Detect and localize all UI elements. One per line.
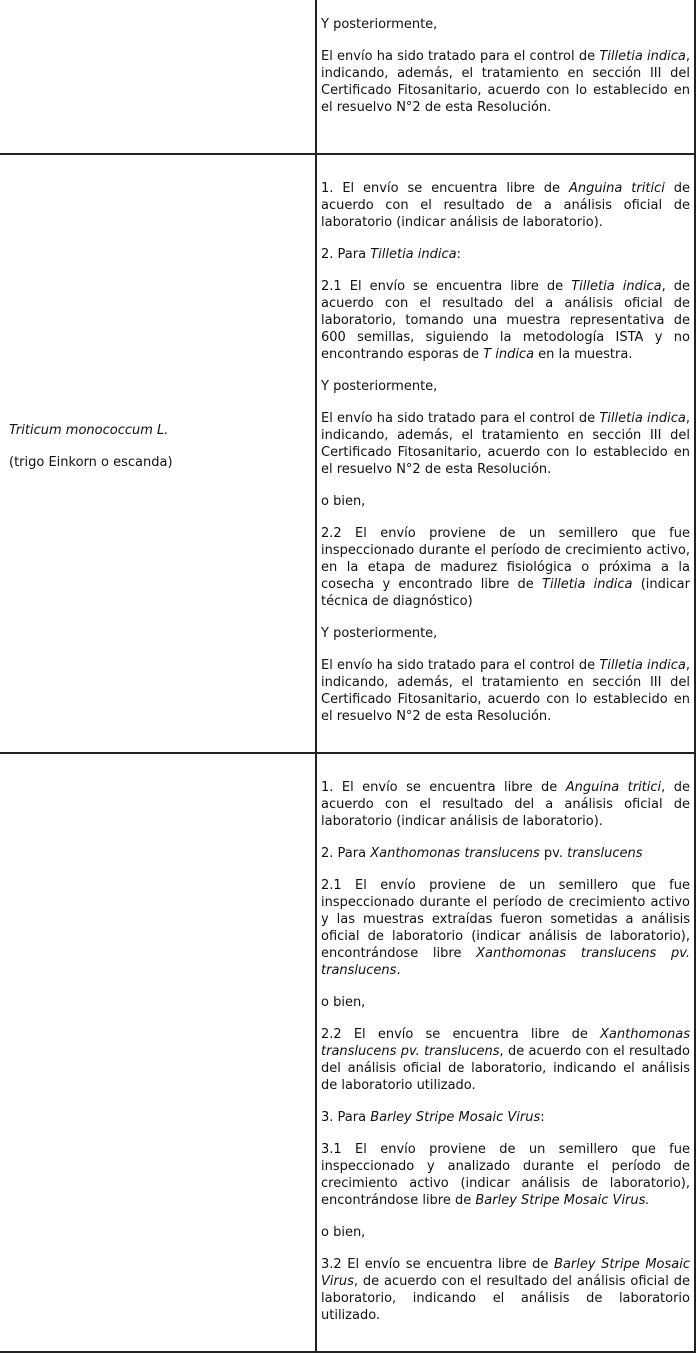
scientific-name: T indica — [483, 347, 535, 362]
table-row — [0, 154, 695, 753]
requirements-text — [321, 0, 690, 153]
text-segment: El envío ha sido tratado para el control de — [321, 49, 600, 64]
scientific-name: Xanthomonas translucens — [370, 846, 540, 861]
requirement-paragraph — [321, 48, 690, 116]
requirement-paragraph — [321, 1026, 690, 1094]
requirement-paragraph — [321, 16, 690, 33]
scientific-name: Xanthomonas translucens pv. translucens — [321, 946, 690, 978]
requirement-paragraph — [321, 1109, 690, 1126]
text-segment: (trigo Einkorn o escanda) — [9, 454, 173, 470]
text-segment: , de acuerdo con el resultado del análisis oficial de laboratorio, indicando el análisis de laboratorio utilizado. — [321, 1044, 690, 1093]
scientific-name: Barley Stripe Mosaic Virus — [321, 1257, 690, 1289]
requirements-cell — [316, 0, 695, 154]
text-segment: El envío ha sido tratado para el control de — [321, 658, 600, 673]
text-segment: Y posteriormente, — [321, 17, 438, 32]
requirement-paragraph — [321, 278, 690, 363]
requirement-paragraph — [321, 1224, 690, 1241]
table-row — [0, 753, 695, 1352]
text-segment: , de acuerdo con el resultado del a análisis oficial de laboratorio (indicar análisis de laboratorio). — [321, 780, 690, 829]
requirement-paragraph — [321, 625, 690, 642]
species-cell — [0, 753, 316, 1352]
requirement-paragraph — [321, 1141, 690, 1209]
text-segment: 2.1 El envío se encuentra libre de — [321, 279, 572, 294]
scientific-name: Tilletia indica — [599, 658, 686, 673]
text-segment: o bien, — [321, 1225, 366, 1240]
scientific-name: Anguina tritici — [568, 181, 665, 196]
requirements-cell — [316, 753, 695, 1352]
text-segment: 3.1 El envío proviene de un semillero que fue inspeccionado y analizado durante el período de crecimiento activo (indicar análisis de laboratorio), encontrándose libre de — [321, 1142, 690, 1208]
requirement-paragraph — [321, 994, 690, 1011]
text-segment: 1. El envío se encuentra libre de — [321, 181, 569, 196]
requirements-text — [321, 155, 690, 752]
species-line — [9, 454, 315, 471]
text-segment: 2.1 El envío proviene de un semillero que fue inspeccionado durante el período de crecimiento activo y las muestras extraídas fueron sometidas a análisis oficial de laboratorio (indicar análisis de laboratorio), encontrándose libre — [321, 878, 690, 961]
text-segment: El envío ha sido tratado para el control de — [321, 411, 600, 426]
species-text — [9, 422, 315, 471]
text-segment: o bien, — [321, 995, 366, 1010]
species-cell — [0, 154, 316, 753]
scientific-name: Tilletia indica — [599, 411, 686, 426]
text-segment: (indicar técnica de diagnóstico) — [321, 577, 690, 609]
requirement-paragraph — [321, 657, 690, 725]
requirement-paragraph — [321, 246, 690, 263]
scientific-name: Xanthomonas translucens pv. translucens — [321, 1027, 690, 1059]
text-segment: 3.2 El envío se encuentra libre de — [321, 1257, 555, 1272]
text-segment: , indicando, además, el tratamiento en sección III del Certificado Fitosanitario, acuerdo con lo establecido en el resuelvo N°2 de esta Resolución. — [321, 49, 690, 115]
text-segment: 2. Para — [321, 247, 371, 262]
text-segment: , de acuerdo con el resultado del a análisis oficial de laboratorio, tomando una muestra representativa de 600 semillas, siguiendo la metodología ISTA y no encontrando esporas de — [321, 279, 691, 362]
text-segment: , indicando, además, el tratamiento en sección III del Certificado Fitosanitario, acuerdo con lo establecido en el resuelvo N°2 de esta Resolución. — [321, 411, 690, 477]
scientific-name: Tilletia indica — [571, 279, 662, 294]
scientific-name: Tilletia indica — [599, 49, 686, 64]
text-segment: : — [456, 247, 462, 262]
text-segment: 2.2 El envío se encuentra libre de — [321, 1027, 600, 1042]
scientific-name: Barley Stripe Mosaic Virus — [370, 1110, 541, 1125]
scientific-name: Tilletia indica — [370, 247, 457, 262]
species-line — [9, 422, 315, 439]
text-segment: 3. Para — [321, 1110, 371, 1125]
text-segment: Y posteriormente, — [321, 626, 438, 641]
text-segment: , indicando, además, el tratamiento en sección III del Certificado Fitosanitario, acuerdo con lo establecido en el resuelvo N°2 de esta Resolución. — [321, 658, 690, 724]
requirement-paragraph — [321, 493, 690, 510]
requirement-paragraph — [321, 845, 690, 862]
scientific-name: translucens — [567, 846, 643, 861]
scientific-name: Barley Stripe Mosaic Virus. — [475, 1193, 650, 1208]
requirements-text — [321, 754, 690, 1351]
text-segment: . — [396, 963, 401, 978]
text-segment: o bien, — [321, 494, 366, 509]
requirement-paragraph — [321, 779, 690, 830]
requirement-paragraph — [321, 410, 690, 478]
scientific-name: Anguina tritici — [565, 780, 662, 795]
scientific-name: Tilletia indica — [542, 577, 633, 592]
text-segment: en la muestra. — [534, 347, 633, 362]
text-segment: , de acuerdo con el resultado del análisis oficial de laboratorio, indicando el análisis de laboratorio utilizado. — [321, 1274, 690, 1323]
requirements-cell — [316, 154, 695, 753]
text-segment: pv. — [539, 846, 568, 861]
table-row — [0, 0, 695, 154]
text-segment: Y posteriormente, — [321, 379, 438, 394]
text-segment: 2. Para — [321, 846, 371, 861]
scientific-name: Triticum monococcum L. — [9, 422, 169, 438]
text-segment: de acuerdo con el resultado de a análisis oficial de laboratorio (indicar análisis de laboratorio). — [321, 181, 690, 230]
requirement-paragraph — [321, 877, 690, 979]
requirement-paragraph — [321, 378, 690, 395]
text-segment: 2.2 El envío proviene de un semillero que fue inspeccionado durante el período de crecimiento activo, en la etapa de madurez fisiológica o próxima a la cosecha y encontrado libre de — [321, 526, 690, 592]
text-segment: : — [540, 1110, 545, 1125]
requirement-paragraph — [321, 180, 690, 231]
text-segment: 1. El envío se encuentra libre de — [321, 780, 566, 795]
species-cell — [0, 0, 316, 154]
requirement-paragraph — [321, 1256, 690, 1324]
requirement-paragraph — [321, 525, 690, 610]
